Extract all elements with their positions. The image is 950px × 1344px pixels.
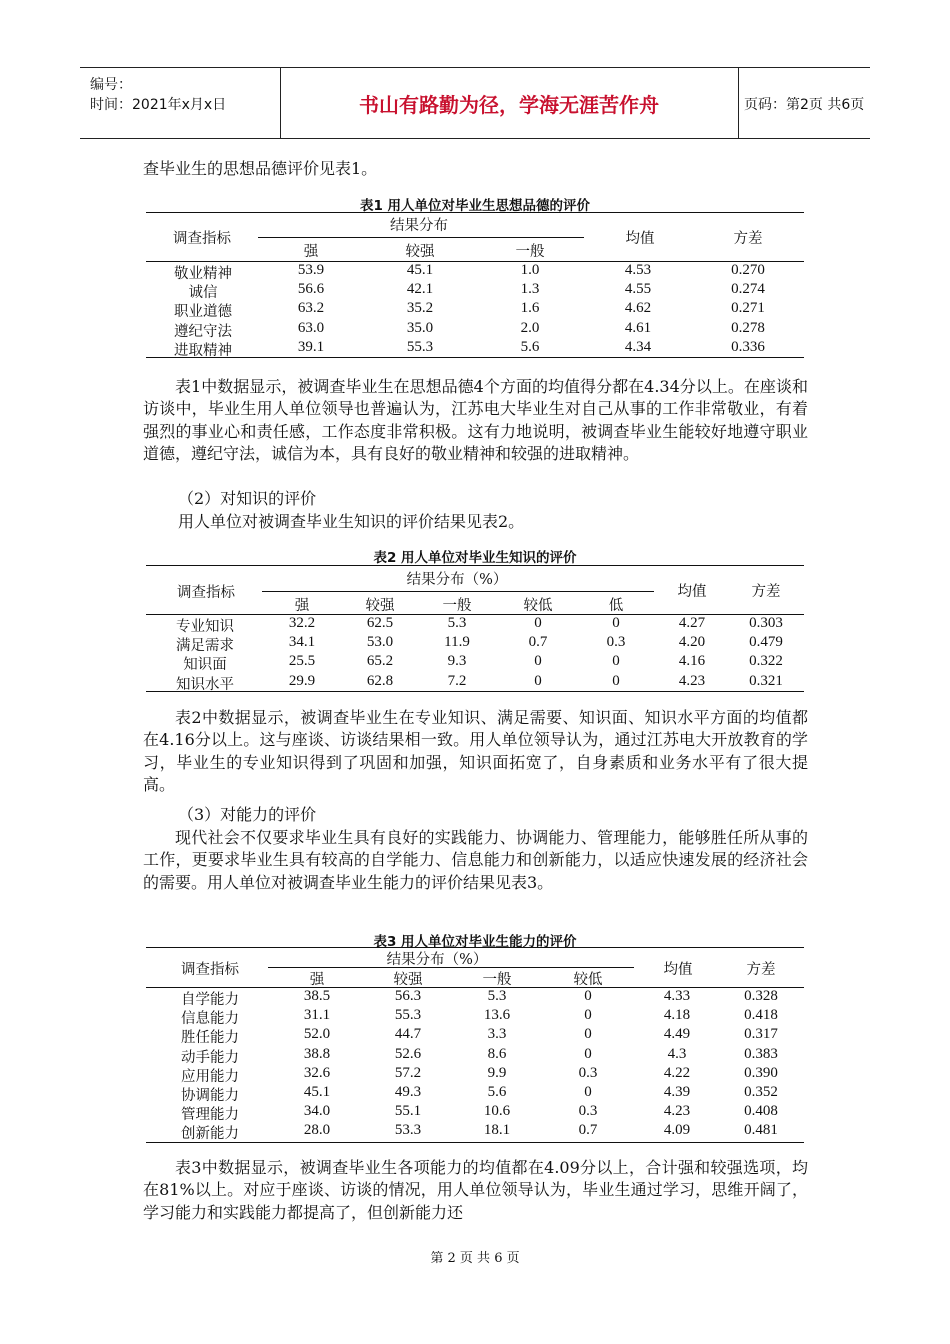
table2-cell-value: 25.5 (288, 653, 316, 670)
table1-cell-mean: 4.62 (624, 300, 652, 317)
table1-cell-value: 63.0 (297, 319, 325, 336)
table1-cell-var: 0.278 (731, 319, 765, 336)
table2-col-strong: 强 (294, 598, 310, 614)
table2-cell-mean: 4.27 (678, 615, 706, 631)
header-motto: 书山有路勤为径，学海无涯苦作舟 (280, 68, 739, 138)
table3-cell-value: 56.3 (394, 988, 422, 1004)
table3-header-var: 方差 (746, 962, 776, 978)
paragraph-2: 表2中数据显示，被调查毕业生在专业知识、满足需要、知识面、知识水平方面的均值都在4.16分以上。这与座谈、访谈结果相一致。用人单位领导认为，通过江苏电大开放教育的学习，毕业生的专业知识得到了巩固和加强，知识面拓宽了，自身素质和业务水平有了很大提高。 (143, 708, 808, 794)
table2-col-fairly-strong: 较强 (365, 598, 395, 614)
table3-cell-value: 3.3 (487, 1026, 507, 1043)
table1-cell-mean: 4.55 (624, 281, 652, 298)
table1-header-index: 调查指标 (173, 231, 231, 247)
table2-cell-value: 0 (612, 653, 620, 670)
table1-row-label: 进取精神 (174, 342, 232, 359)
table3-cell-value: 18.1 (483, 1122, 511, 1139)
table1-cell-value: 55.3 (406, 338, 434, 355)
table3-cell-value: 0.3 (578, 1103, 598, 1120)
table2-cell-value: 11.9 (444, 634, 470, 651)
table2-cell-value: 34.1 (288, 634, 316, 651)
table3-row-label: 信息能力 (181, 1011, 239, 1028)
table2-cell-value: 0 (612, 672, 620, 689)
table2-cell-value: 0 (534, 653, 542, 670)
table3-cell-value: 49.3 (394, 1084, 422, 1100)
table3-cell-value: 38.5 (303, 988, 331, 1004)
table2-cell-value: 5.3 (447, 615, 467, 631)
table3-header-dist: 结果分布（%） (386, 952, 488, 968)
section-3-heading: （3）对能力的评价 (178, 805, 317, 824)
table3-cell-value: 10.6 (483, 1103, 511, 1120)
table2-cell-value: 62.5 (366, 615, 394, 631)
table1-cell-var: 0.336 (731, 338, 765, 355)
table3-cell-mean: 4.49 (663, 1026, 691, 1043)
table2-cell-value: 62.8 (366, 672, 394, 689)
table2-cell-mean: 4.23 (678, 672, 706, 689)
table1-cell-value: 35.2 (406, 300, 434, 317)
table2-header-dist: 结果分布（%） (406, 572, 508, 588)
table2-cell-value: 7.2 (447, 672, 467, 689)
table2-cell-var: 0.322 (749, 653, 783, 670)
table2-row-label: 知识水平 (176, 676, 234, 693)
table1-col-strong: 强 (303, 244, 319, 260)
table3-cell-value: 0 (584, 1026, 592, 1043)
table3-row-label: 胜任能力 (181, 1030, 239, 1047)
table3-cell-value: 52.6 (394, 1045, 422, 1062)
table1-cell-value: 56.6 (297, 281, 325, 298)
table3-cell-mean: 4.18 (663, 1007, 691, 1024)
table3-row-label: 协调能力 (181, 1088, 239, 1104)
page-header (80, 67, 870, 139)
header-page-label: 页码：第2页 共6页 (744, 97, 865, 113)
intro-text: 查毕业生的思想品德评价见表1。 (143, 159, 378, 178)
table3-cell-value: 55.1 (394, 1103, 422, 1120)
table3-cell-var: 0.317 (744, 1026, 778, 1043)
table3-cell-value: 28.0 (303, 1122, 331, 1139)
table1-header-var: 方差 (733, 231, 763, 247)
table3-cell-mean: 4.22 (663, 1064, 691, 1081)
code-label: 编号： (90, 77, 132, 93)
table1-cell-var: 0.270 (731, 262, 765, 278)
table3-cell-value: 55.3 (394, 1007, 422, 1024)
table3-cell-value: 38.8 (303, 1045, 331, 1062)
table2-cell-value: 9.3 (447, 653, 467, 670)
table3-cell-value: 0.3 (578, 1064, 598, 1081)
table2-col-average: 一般 (442, 598, 472, 614)
table1-row-label: 诚信 (188, 285, 218, 302)
table1-cell-value: 1.6 (520, 300, 540, 317)
table1-row-label: 敬业精神 (174, 266, 232, 282)
table3-cell-var: 0.418 (744, 1007, 778, 1024)
table2-cell-var: 0.479 (749, 634, 783, 651)
table3-cell-value: 0.7 (578, 1122, 598, 1139)
table3-cell-value: 52.0 (303, 1026, 331, 1043)
header-meta (80, 68, 281, 138)
table1-cell-value: 53.9 (297, 262, 325, 278)
table1-cell-value: 35.0 (406, 319, 434, 336)
table1-col-average: 一般 (515, 244, 545, 260)
table1-cell-mean: 4.61 (624, 319, 652, 336)
table2-cell-value: 29.9 (288, 672, 316, 689)
table3-cell-var: 0.352 (744, 1084, 778, 1100)
table1-cell-var: 0.274 (731, 281, 765, 298)
table1-cell-value: 39.1 (297, 338, 325, 355)
table2-header-mean: 均值 (677, 584, 707, 600)
page-footer: 第 2 页 共 6 页 (430, 1251, 520, 1266)
table3-cell-value: 57.2 (394, 1064, 422, 1081)
table2-caption: 表2 用人单位对毕业生知识的评价 (373, 550, 577, 566)
table2-row-label: 满足需求 (176, 638, 234, 655)
table3-col-strong: 强 (309, 972, 325, 988)
table3-cell-var: 0.383 (744, 1045, 778, 1062)
table3-cell-value: 32.6 (303, 1064, 331, 1081)
table2-cell-mean: 4.20 (678, 634, 706, 651)
table3-row-label: 创新能力 (181, 1126, 239, 1143)
table2-header-index: 调查指标 (177, 585, 235, 601)
table3-cell-value: 0 (584, 1007, 592, 1024)
table3-cell-mean: 4.33 (663, 988, 691, 1004)
table2-header-var: 方差 (751, 584, 781, 600)
table3-cell-value: 44.7 (394, 1026, 422, 1043)
table1-header-mean: 均值 (625, 231, 655, 247)
table1-cell-mean: 4.53 (624, 262, 652, 278)
table3-cell-mean: 4.3 (667, 1045, 687, 1062)
table3-cell-value: 13.6 (483, 1007, 511, 1024)
table3-row-label: 动手能力 (181, 1049, 239, 1066)
table2-cell-value: 0.7 (528, 634, 548, 651)
table3-cell-var: 0.408 (744, 1103, 778, 1120)
table3-cell-value: 0 (584, 1045, 592, 1062)
table3-cell-value: 31.1 (303, 1007, 331, 1024)
table3-cell-value: 45.1 (303, 1084, 331, 1100)
table2-cell-mean: 4.16 (678, 653, 706, 670)
table1-cell-value: 1.0 (520, 262, 540, 278)
table1-cell-value: 45.1 (406, 262, 434, 278)
section-2-heading: （2）对知识的评价 (178, 489, 317, 508)
table2-cell-value: 0 (612, 615, 620, 631)
table2-col-low: 低 (608, 598, 624, 614)
table3-cell-value: 53.3 (394, 1122, 422, 1139)
table2-row-label: 专业知识 (176, 619, 234, 635)
table3-col-average: 一般 (482, 972, 512, 988)
table3-col-fairly-low: 较低 (573, 972, 603, 988)
table3-header-index: 调查指标 (181, 962, 239, 978)
table1-cell-mean: 4.34 (624, 338, 652, 355)
table3-cell-var: 0.390 (744, 1064, 778, 1081)
table2-cell-value: 53.0 (366, 634, 394, 651)
table3-cell-value: 5.3 (487, 988, 507, 1004)
table2-cell-value: 0.3 (606, 634, 626, 651)
table3-cell-mean: 4.09 (663, 1122, 691, 1139)
table1-header-dist: 结果分布 (390, 218, 448, 234)
table1-row-label: 遵纪守法 (174, 323, 232, 340)
table3-row-label: 管理能力 (181, 1107, 239, 1124)
table3-cell-value: 0 (584, 1084, 592, 1100)
paragraph-4: 表3中数据显示，被调查毕业生各项能力的均值都在4.09分以上，合计强和较强选项，均在81%以上。对应于座谈、访谈的情况，用人单位领导认为，毕业生通过学习，思维开阔了，学习能力和实践能力都提高了，但创新能力还 (143, 1158, 808, 1222)
table2-cell-var: 0.303 (749, 615, 783, 631)
table2-col-fairly-low: 较低 (523, 598, 553, 614)
paragraph-1: 表1中数据显示，被调查毕业生在思想品德4个方面的均值得分都在4.34分以上。在座谈和访谈中，毕业生用人单位领导也普遍认为，江苏电大毕业生对自己从事的工作非常敬业，有着强烈的事业心和责任感，工作态度非常积极。这有力地说明，被调查毕业生能较好地遵守职业道德，遵纪守法，诚信为本，具有良好的敬业精神和较强的进取精神。 (143, 377, 808, 463)
table2-cell-value: 65.2 (366, 653, 394, 670)
table1-cell-value: 2.0 (520, 319, 540, 336)
table2-cell-var: 0.321 (749, 672, 783, 689)
table1-cell-value: 63.2 (297, 300, 325, 317)
table1-caption: 表1 用人单位对毕业生思想品德的评价 (359, 198, 591, 214)
table3-cell-value: 0 (584, 988, 592, 1004)
table1-cell-value: 42.1 (406, 281, 434, 298)
table1-col-fairly-strong: 较强 (405, 244, 435, 260)
table2-row-label: 知识面 (183, 657, 227, 674)
table3-cell-value: 9.9 (487, 1064, 507, 1081)
table1-cell-value: 1.3 (520, 281, 540, 298)
table3-caption: 表3 用人单位对毕业生能力的评价 (373, 934, 577, 950)
table1-row-label: 职业道德 (174, 304, 232, 321)
table3-row-label: 自学能力 (181, 992, 239, 1008)
table3-cell-var: 0.328 (744, 988, 778, 1004)
date-label: 时间：2021年x月x日 (90, 97, 227, 113)
table2-cell-value: 0 (534, 615, 542, 631)
table3-header-mean: 均值 (663, 962, 693, 978)
table3-cell-value: 34.0 (303, 1103, 331, 1120)
paragraph-3: 现代社会不仅要求毕业生具有良好的实践能力、协调能力、管理能力，能够胜任所从事的工作，更要求毕业生具有较高的自学能力、信息能力和创新能力，以适应快速发展的经济社会的需要。用人单位对被调查毕业生能力的评价结果见表3。 (143, 828, 808, 892)
table3-cell-mean: 4.39 (663, 1084, 691, 1100)
table3-col-fairly-strong: 较强 (393, 972, 423, 988)
table1-cell-value: 5.6 (520, 338, 540, 355)
table3-cell-value: 5.6 (487, 1084, 507, 1100)
table3-cell-value: 8.6 (487, 1045, 507, 1062)
table3-cell-mean: 4.23 (663, 1103, 691, 1120)
table2-cell-value: 32.2 (288, 615, 316, 631)
table3-row-label: 应用能力 (181, 1068, 239, 1085)
table3-cell-var: 0.481 (744, 1122, 778, 1139)
table2-cell-value: 0 (534, 672, 542, 689)
section-2-intro: 用人单位对被调查毕业生知识的评价结果见表2。 (178, 512, 525, 531)
table1-cell-var: 0.271 (731, 300, 765, 317)
